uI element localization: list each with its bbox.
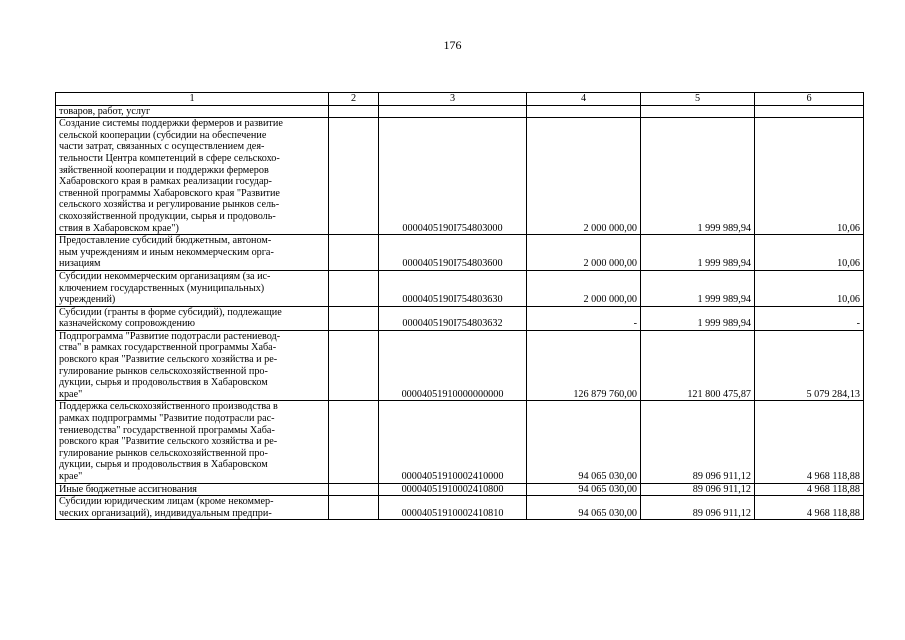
column-6-value: - <box>755 306 864 330</box>
table-row <box>56 306 864 330</box>
column-header-3: 3 <box>379 93 527 106</box>
table-row <box>56 270 864 306</box>
description-line: скохозяйственной продукции, сырья и продоволь- <box>59 210 276 222</box>
budget-code <box>379 105 527 118</box>
column-4-value <box>527 105 641 118</box>
budget-code: 0000405190I754803000 <box>379 118 527 235</box>
column-header-4: 4 <box>527 93 641 106</box>
column-5-value: 1 999 989,94 <box>641 235 755 271</box>
column-4-value: 94 065 030,00 <box>527 401 641 483</box>
budget-table <box>55 92 864 520</box>
description-line: Хабаровского края в рамках реализации государ- <box>59 176 272 188</box>
description-line: товаров, работ, услуг <box>59 105 151 117</box>
column-4-value: 126 879 760,00 <box>527 330 641 401</box>
table-row <box>56 118 864 235</box>
description-line: крае" <box>59 471 83 482</box>
description-line: Субсидии юридическим лицам (кроме некоммер- <box>59 496 274 508</box>
column-4-value: 2 000 000,00 <box>527 118 641 235</box>
page-number: 176 <box>443 38 462 52</box>
column-6-value <box>755 105 864 118</box>
row-description <box>56 496 329 520</box>
column-6-value: 4 968 118,88 <box>755 496 864 520</box>
column-5-value: 89 096 911,12 <box>641 483 755 496</box>
column-2-value <box>329 496 379 520</box>
column-6-value: 10,06 <box>755 235 864 271</box>
description-line: ствия в Хабаровском крае") <box>59 222 179 234</box>
table-row <box>56 496 864 520</box>
column-6-value: 10,06 <box>755 270 864 306</box>
table-row <box>56 235 864 271</box>
description-line: ровского края "Развитие сельского хозяйства и ре- <box>59 354 278 366</box>
column-6-value: 4 968 118,88 <box>755 483 864 496</box>
table-row <box>56 401 864 483</box>
column-4-value: 2 000 000,00 <box>527 235 641 271</box>
row-description <box>56 118 329 235</box>
column-header-1: 1 <box>56 93 329 106</box>
column-header-5: 5 <box>641 93 755 106</box>
description-line: низациям <box>59 258 101 270</box>
table-row <box>56 330 864 401</box>
row-description <box>56 105 329 118</box>
description-line: дукции, сырья и продовольствия в Хабаровском <box>59 459 268 471</box>
column-6-value: 4 968 118,88 <box>755 401 864 483</box>
description-line: сельского хозяйства и регулирование рынков сель- <box>59 199 280 211</box>
description-line: Субсидии (гранты в форме субсидий), подлежащие <box>59 306 282 318</box>
description-line: части затрат, связанных с осуществлением дея- <box>59 141 265 153</box>
column-4-value: 94 065 030,00 <box>527 496 641 520</box>
column-2-value <box>329 118 379 235</box>
row-description <box>56 483 329 496</box>
column-2-value <box>329 235 379 271</box>
row-description <box>56 306 329 330</box>
column-header-2: 2 <box>329 93 379 106</box>
column-6-value: 10,06 <box>755 118 864 235</box>
description-line: тельности Центра компетенций в сфере сельскохо- <box>59 152 280 164</box>
description-line: Поддержка сельскохозяйственного производства в <box>59 401 278 413</box>
description-line: Создание системы поддержки фермеров и развитие <box>59 118 283 130</box>
column-5-value: 1 999 989,94 <box>641 270 755 306</box>
description-line: Предоставление субсидий бюджетным, автоном- <box>59 235 272 247</box>
budget-code: 00004051910002410810 <box>379 496 527 520</box>
column-5-value: 121 800 475,87 <box>641 330 755 401</box>
budget-code: 0000405190I754803632 <box>379 306 527 330</box>
budget-code: 00004051910002410800 <box>379 483 527 496</box>
column-5-value: 89 096 911,12 <box>641 401 755 483</box>
column-5-value: 1 999 989,94 <box>641 118 755 235</box>
column-5-value <box>641 105 755 118</box>
table-header-row <box>56 93 864 106</box>
column-2-value <box>329 306 379 330</box>
budget-code: 00004051910002410000 <box>379 401 527 483</box>
description-line: рамках подпрограммы "Развитие подотрасли рас- <box>59 413 275 425</box>
column-4-value: 94 065 030,00 <box>527 483 641 496</box>
row-description <box>56 235 329 271</box>
description-line: Иные бюджетные ассигнования <box>59 483 197 495</box>
description-line: ровского края "Развитие сельского хозяйства и ре- <box>59 436 278 448</box>
description-line: Подпрограмма "Развитие подотрасли растениевод- <box>59 330 281 342</box>
description-line: казначейскому сопровождению <box>59 318 196 330</box>
column-2-value <box>329 105 379 118</box>
table-row <box>56 105 864 118</box>
description-line: Субсидии некоммерческим организациям (за ис- <box>59 270 271 282</box>
description-line: сельской кооперации (субсидии на обеспечение <box>59 129 267 141</box>
row-description <box>56 270 329 306</box>
description-line: ным учреждениям и иным некоммерческим орга- <box>59 246 274 258</box>
row-description <box>56 330 329 401</box>
description-line: крае" <box>59 388 83 400</box>
description-line: зяйственной кооперации и поддержки фермеров <box>59 164 269 176</box>
column-5-value: 89 096 911,12 <box>641 496 755 520</box>
description-line: тениеводства" государственной программы Хаба- <box>59 424 275 436</box>
row-description <box>56 401 329 483</box>
description-line: дукции, сырья и продовольствия в Хабаровском <box>59 377 268 389</box>
column-header-6: 6 <box>755 93 864 106</box>
column-2-value <box>329 401 379 483</box>
column-5-value: 1 999 989,94 <box>641 306 755 330</box>
description-line: ключением государственных (муниципальных) <box>59 282 265 294</box>
budget-code: 00004051910000000000 <box>379 330 527 401</box>
budget-code: 0000405190I754803600 <box>379 235 527 271</box>
column-4-value: 2 000 000,00 <box>527 270 641 306</box>
description-line: ственной программы Хабаровского края "Развитие <box>59 187 280 199</box>
column-2-value <box>329 483 379 496</box>
description-line: учреждений) <box>59 294 116 306</box>
description-line: ства" в рамках государственной программы Хаба- <box>59 342 277 354</box>
description-line: гулирование рынков сельскохозяйственной про- <box>59 447 268 459</box>
column-6-value: 5 079 284,13 <box>755 330 864 401</box>
column-2-value <box>329 330 379 401</box>
description-line: ческих организаций), индивидуальным предпри- <box>59 507 272 519</box>
column-2-value <box>329 270 379 306</box>
table-row <box>56 483 864 496</box>
description-line: гулирование рынков сельскохозяйственной про- <box>59 365 268 377</box>
column-4-value: - <box>527 306 641 330</box>
budget-code: 0000405190I754803630 <box>379 270 527 306</box>
